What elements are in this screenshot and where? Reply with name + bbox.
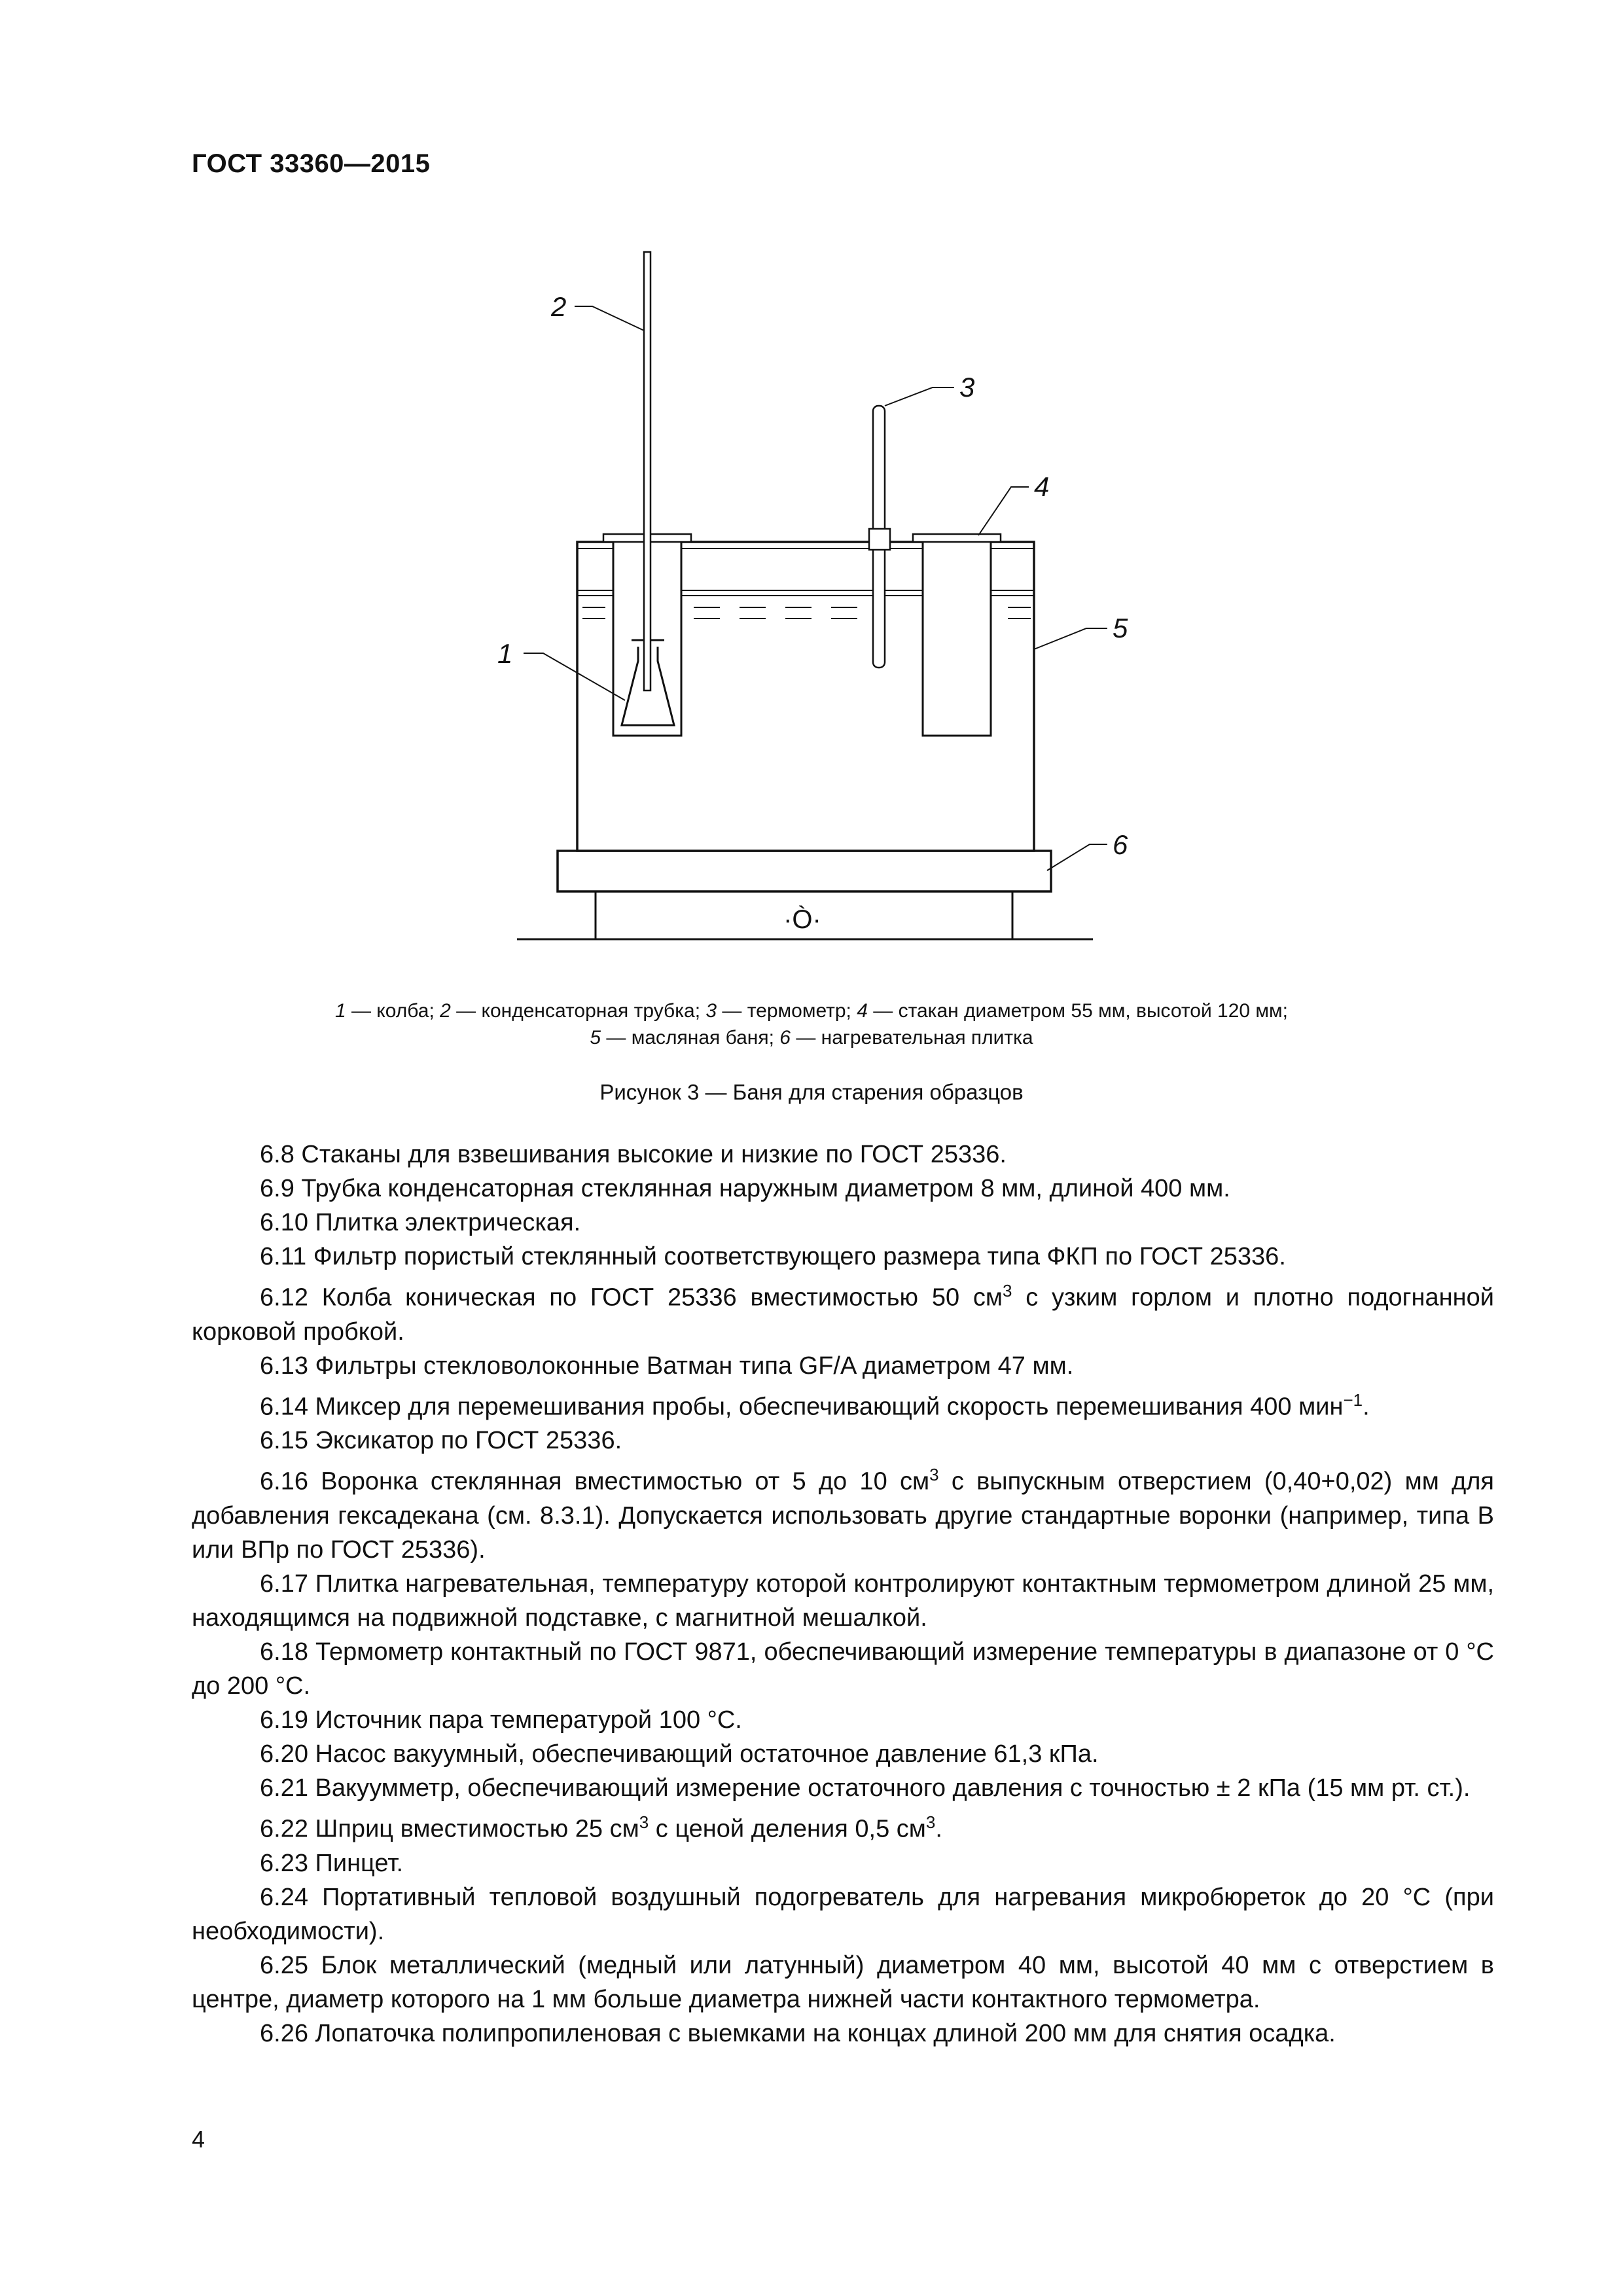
figure-aging-bath: [0, 0, 1623, 982]
list-item: [192, 1846, 1494, 1880]
item-text: с ценой деления 0,5 см: [649, 1815, 926, 1843]
list-item: [192, 1172, 1494, 1206]
item-text: Эксикатор по ГОСТ 25336.: [315, 1427, 622, 1455]
item-text: Портативный тепловой воздушный подогреватель для нагревания микробюреток до 20 °С (при необходимости).: [192, 1883, 1494, 1945]
item-number: 6.9: [260, 1175, 294, 1202]
thermometer-clamp: [869, 529, 890, 550]
item-text: Насос вакуумный, обеспечивающий остаточное давление 61,3 кПа.: [315, 1740, 1099, 1768]
item-number: 6.21: [260, 1774, 308, 1802]
item-number: 6.10: [260, 1209, 308, 1236]
list-item: [192, 1948, 1494, 2017]
callout-4: 4: [1034, 471, 1050, 502]
list-item: [192, 1206, 1494, 1240]
figure-caption: Рисунок 3 — Баня для старения образцов: [599, 1080, 1024, 1104]
legend-num-5: 5: [590, 1027, 601, 1049]
list-item: [192, 1635, 1494, 1703]
item-text: Пинцет.: [315, 1849, 404, 1877]
list-item: [192, 1424, 1494, 1458]
list-item: [192, 1240, 1494, 1274]
leader-1: [524, 653, 625, 700]
legend-num-1: 1: [334, 1000, 346, 1022]
leader-6: [1047, 844, 1107, 870]
item-text: Колба коническая по ГОСТ 25336 вместимостью 50 см: [321, 1283, 1003, 1312]
leader-2: [575, 306, 644, 331]
list-item: [192, 1349, 1494, 1383]
leader-4: [978, 487, 1029, 535]
item-number: 6.11: [260, 1243, 307, 1270]
superscript: 3: [925, 1812, 936, 1832]
callout-3: 3: [959, 372, 975, 403]
item-text: Фильтр пористый стеклянный соответствующего размера типа ФКП по ГОСТ 25336.: [313, 1243, 1286, 1270]
item-text: с узким горлом и плотно подогнанной корковой пробкой.: [192, 1283, 1494, 1346]
callout-1: 1: [497, 638, 513, 669]
list-item: [192, 1138, 1494, 1172]
item-number: 6.16: [260, 1467, 308, 1496]
list-item: [192, 1703, 1494, 1737]
item-text: Термометр контактный по ГОСТ 9871, обеспечивающий измерение температуры в диапазоне от 0 °С до 200 °С.: [192, 1638, 1494, 1700]
figure-legend-line-1: [190, 998, 1433, 1024]
item-number: 6.25: [260, 1951, 308, 1979]
legend-text-6: — нагревательная плитка: [790, 1027, 1033, 1049]
legend-num-2: 2: [440, 1000, 451, 1022]
list-item: [192, 1771, 1494, 1805]
superscript: 3: [929, 1465, 939, 1485]
item-number: 6.26: [260, 2019, 308, 2047]
superscript: 3: [639, 1812, 649, 1832]
beaker-right: [923, 541, 991, 736]
callout-2: 2: [551, 291, 567, 322]
item-number: 6.18: [260, 1638, 308, 1666]
item-text: Стаканы для взвешивания высокие и низкие по ГОСТ 25336.: [301, 1141, 1007, 1168]
item-text: с выпускным отверстием (0,40+0,02) мм для добавления гексадекана (см. 8.3.1). Допускается использовать другие стандартные воронки (например, типа В или ВПр по ГОСТ 25336).: [192, 1467, 1494, 1564]
callout-5: 5: [1113, 613, 1128, 643]
legend-text-5: — масляная баня;: [601, 1027, 780, 1049]
item-text: .: [1363, 1393, 1370, 1421]
legend-text-1: — колба;: [346, 1000, 440, 1022]
item-text: Миксер для перемешивания пробы, обеспечивающий скорость перемешивания 400 мин: [315, 1393, 1344, 1421]
figure-legend-line-2: [190, 1025, 1433, 1051]
list-item: [192, 1458, 1494, 1567]
aging-bath-diagram: [0, 0, 1623, 982]
item-text: Вакуумметр, обеспечивающий измерение остаточного давления с точностью ± 2 кПа (15 мм рт. ст.).: [315, 1774, 1471, 1802]
legend-text-2: — конденсаторная трубка;: [450, 1000, 706, 1022]
item-number: 6.20: [260, 1740, 308, 1768]
item-number: 6.24: [260, 1883, 308, 1911]
legend-num-3: 3: [705, 1000, 717, 1022]
item-text: .: [935, 1815, 942, 1843]
burner-symbol: ·Ò·: [783, 905, 821, 934]
legend-num-6: 6: [779, 1027, 791, 1049]
item-number: 6.22: [260, 1815, 308, 1843]
item-number: 6.15: [260, 1427, 308, 1455]
heating-plate: [558, 851, 1051, 891]
item-text: Плитка электрическая.: [315, 1209, 581, 1236]
list-item: [192, 2017, 1494, 2051]
list-item: [192, 1274, 1494, 1349]
list-item: [192, 1880, 1494, 1948]
callout-6: 6: [1113, 829, 1128, 860]
item-number: 6.23: [260, 1849, 308, 1877]
item-number: 6.13: [260, 1352, 308, 1380]
equipment-list: [192, 1138, 1494, 2051]
list-item: [192, 1805, 1494, 1846]
item-number: 6.17: [260, 1570, 308, 1598]
leader-5: [1034, 628, 1107, 649]
item-text: Воронка стеклянная вместимостью от 5 до 10 см: [321, 1467, 930, 1496]
page-number: 4: [192, 2126, 205, 2153]
document-id-header: ГОСТ 33360—2015: [192, 149, 431, 178]
legend-text-4: — стакан диаметром 55 мм, высотой 120 мм;: [867, 1000, 1289, 1022]
item-text: Шприц вместимостью 25 см: [315, 1815, 639, 1843]
list-item: [192, 1567, 1494, 1635]
item-text: Лопаточка полипропиленовая с выемками на концах длиной 200 мм для снятия осадка.: [315, 2019, 1336, 2047]
item-text: Источник пара температурой 100 °С.: [315, 1706, 742, 1734]
item-text: Трубка конденсаторная стеклянная наружным диаметром 8 мм, длиной 400 мм.: [301, 1175, 1230, 1202]
legend-num-4: 4: [857, 1000, 868, 1022]
item-text: Фильтры стекловолоконные Ватман типа GF/A диаметром 47 мм.: [315, 1352, 1074, 1380]
item-number: 6.12: [260, 1283, 308, 1312]
item-number: 6.19: [260, 1706, 308, 1734]
leader-3: [885, 387, 954, 406]
superscript: −1: [1343, 1390, 1363, 1410]
beaker-right-cap: [913, 534, 1001, 542]
item-text: Блок металлический (медный или латунный) диаметром 40 мм, высотой 40 мм с отверстием в центре, диаметр которого на 1 мм больше диаметра нижней части контактного термометра.: [192, 1951, 1494, 2013]
superscript: 3: [1002, 1281, 1012, 1300]
item-text: Плитка нагревательная, температуру которой контролируют контактным термометром длиной 25 мм, находящимся на подвижной подставке, с магнитной мешалкой.: [192, 1570, 1494, 1632]
item-number: 6.8: [260, 1141, 294, 1168]
list-item: [192, 1383, 1494, 1424]
legend-text-3: — термометр;: [717, 1000, 857, 1022]
list-item: [192, 1737, 1494, 1771]
item-number: 6.14: [260, 1393, 308, 1421]
condenser-tube: [644, 252, 651, 691]
